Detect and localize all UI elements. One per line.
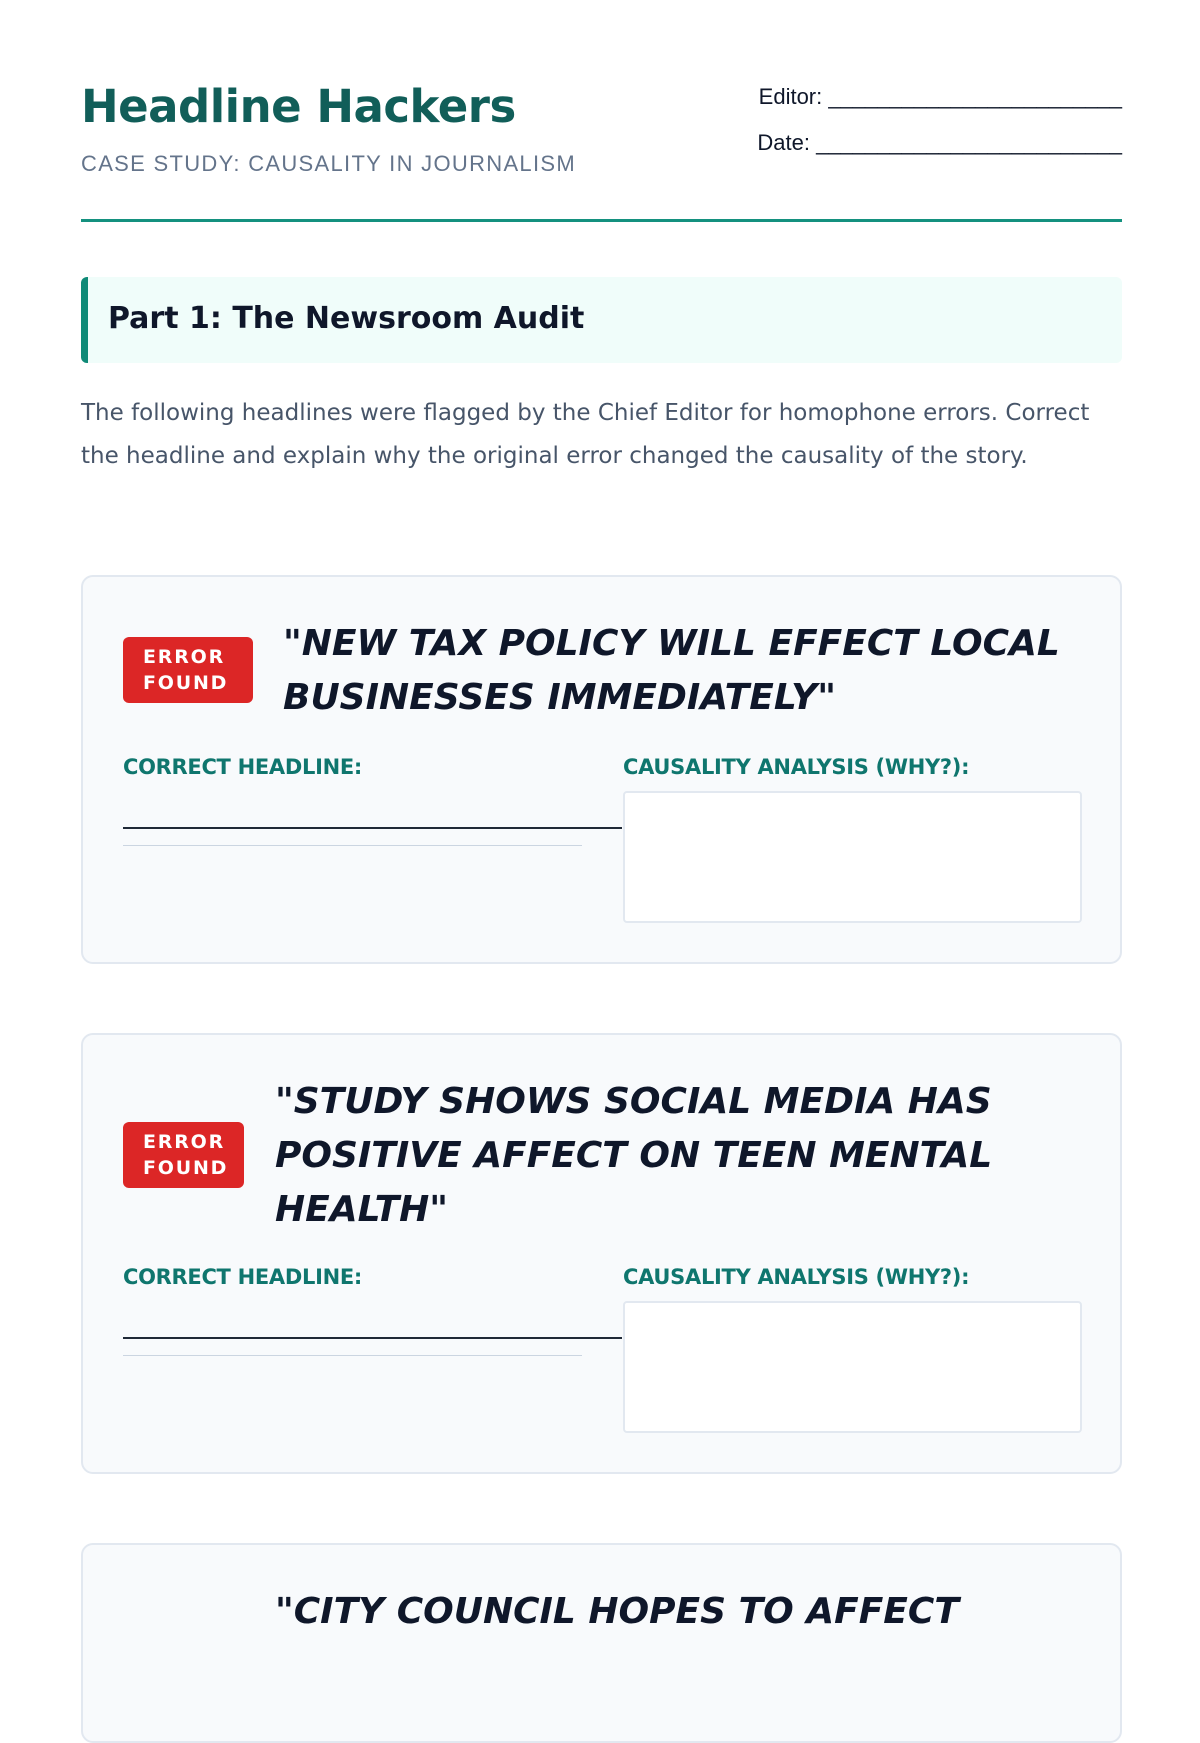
worksheet-header xyxy=(81,0,1122,222)
correct-headline-input[interactable] xyxy=(123,1337,622,1339)
correct-headline-label: CORRECT HEADLINE: xyxy=(123,1265,363,1289)
error-found-badge: ERROR FOUND xyxy=(123,637,253,703)
headline-card xyxy=(81,1543,1122,1743)
correct-headline-guide xyxy=(123,845,582,846)
causality-analysis-input[interactable] xyxy=(623,791,1082,923)
causality-analysis-label: CAUSALITY ANALYSIS (WHY?): xyxy=(623,755,970,779)
correct-headline-guide xyxy=(123,1355,582,1356)
correct-headline-label: CORRECT HEADLINE: xyxy=(123,755,363,779)
headline-card xyxy=(81,575,1122,964)
flagged-headline: "NEW TAX POLICY WILL EFFECT LOCAL BUSINESSES IMMEDIATELY" xyxy=(283,623,1060,718)
flagged-headline: "STUDY SHOWS SOCIAL MEDIA HAS POSITIVE AFFECT ON TEEN MENTAL HEALTH" xyxy=(275,1081,993,1230)
section-intro: The following headlines were flagged by the Chief Editor for homophone errors. Correct the headline and explain why the original error changed the causality of the story. xyxy=(81,400,1090,469)
correct-headline-input[interactable] xyxy=(123,827,622,829)
header-divider xyxy=(81,219,1122,222)
causality-analysis-input[interactable] xyxy=(623,1301,1082,1433)
section-header xyxy=(81,277,1122,363)
causality-analysis-label: CAUSALITY ANALYSIS (WHY?): xyxy=(623,1265,970,1289)
error-found-badge: ERROR FOUND xyxy=(123,1122,244,1188)
date-field[interactable]: Date: _________________________ xyxy=(757,130,1122,155)
section-title: Part 1: The Newsroom Audit xyxy=(108,301,585,336)
headline-card xyxy=(81,1033,1122,1474)
page-title: Headline Hackers xyxy=(81,80,516,133)
worksheet-page xyxy=(81,0,1122,1632)
page-subtitle: CASE STUDY: CAUSALITY IN JOURNALISM xyxy=(81,151,576,176)
flagged-headline: "CITY COUNCIL HOPES TO AFFECT xyxy=(275,1591,959,1632)
editor-field[interactable]: Editor: ________________________ xyxy=(758,84,1122,109)
